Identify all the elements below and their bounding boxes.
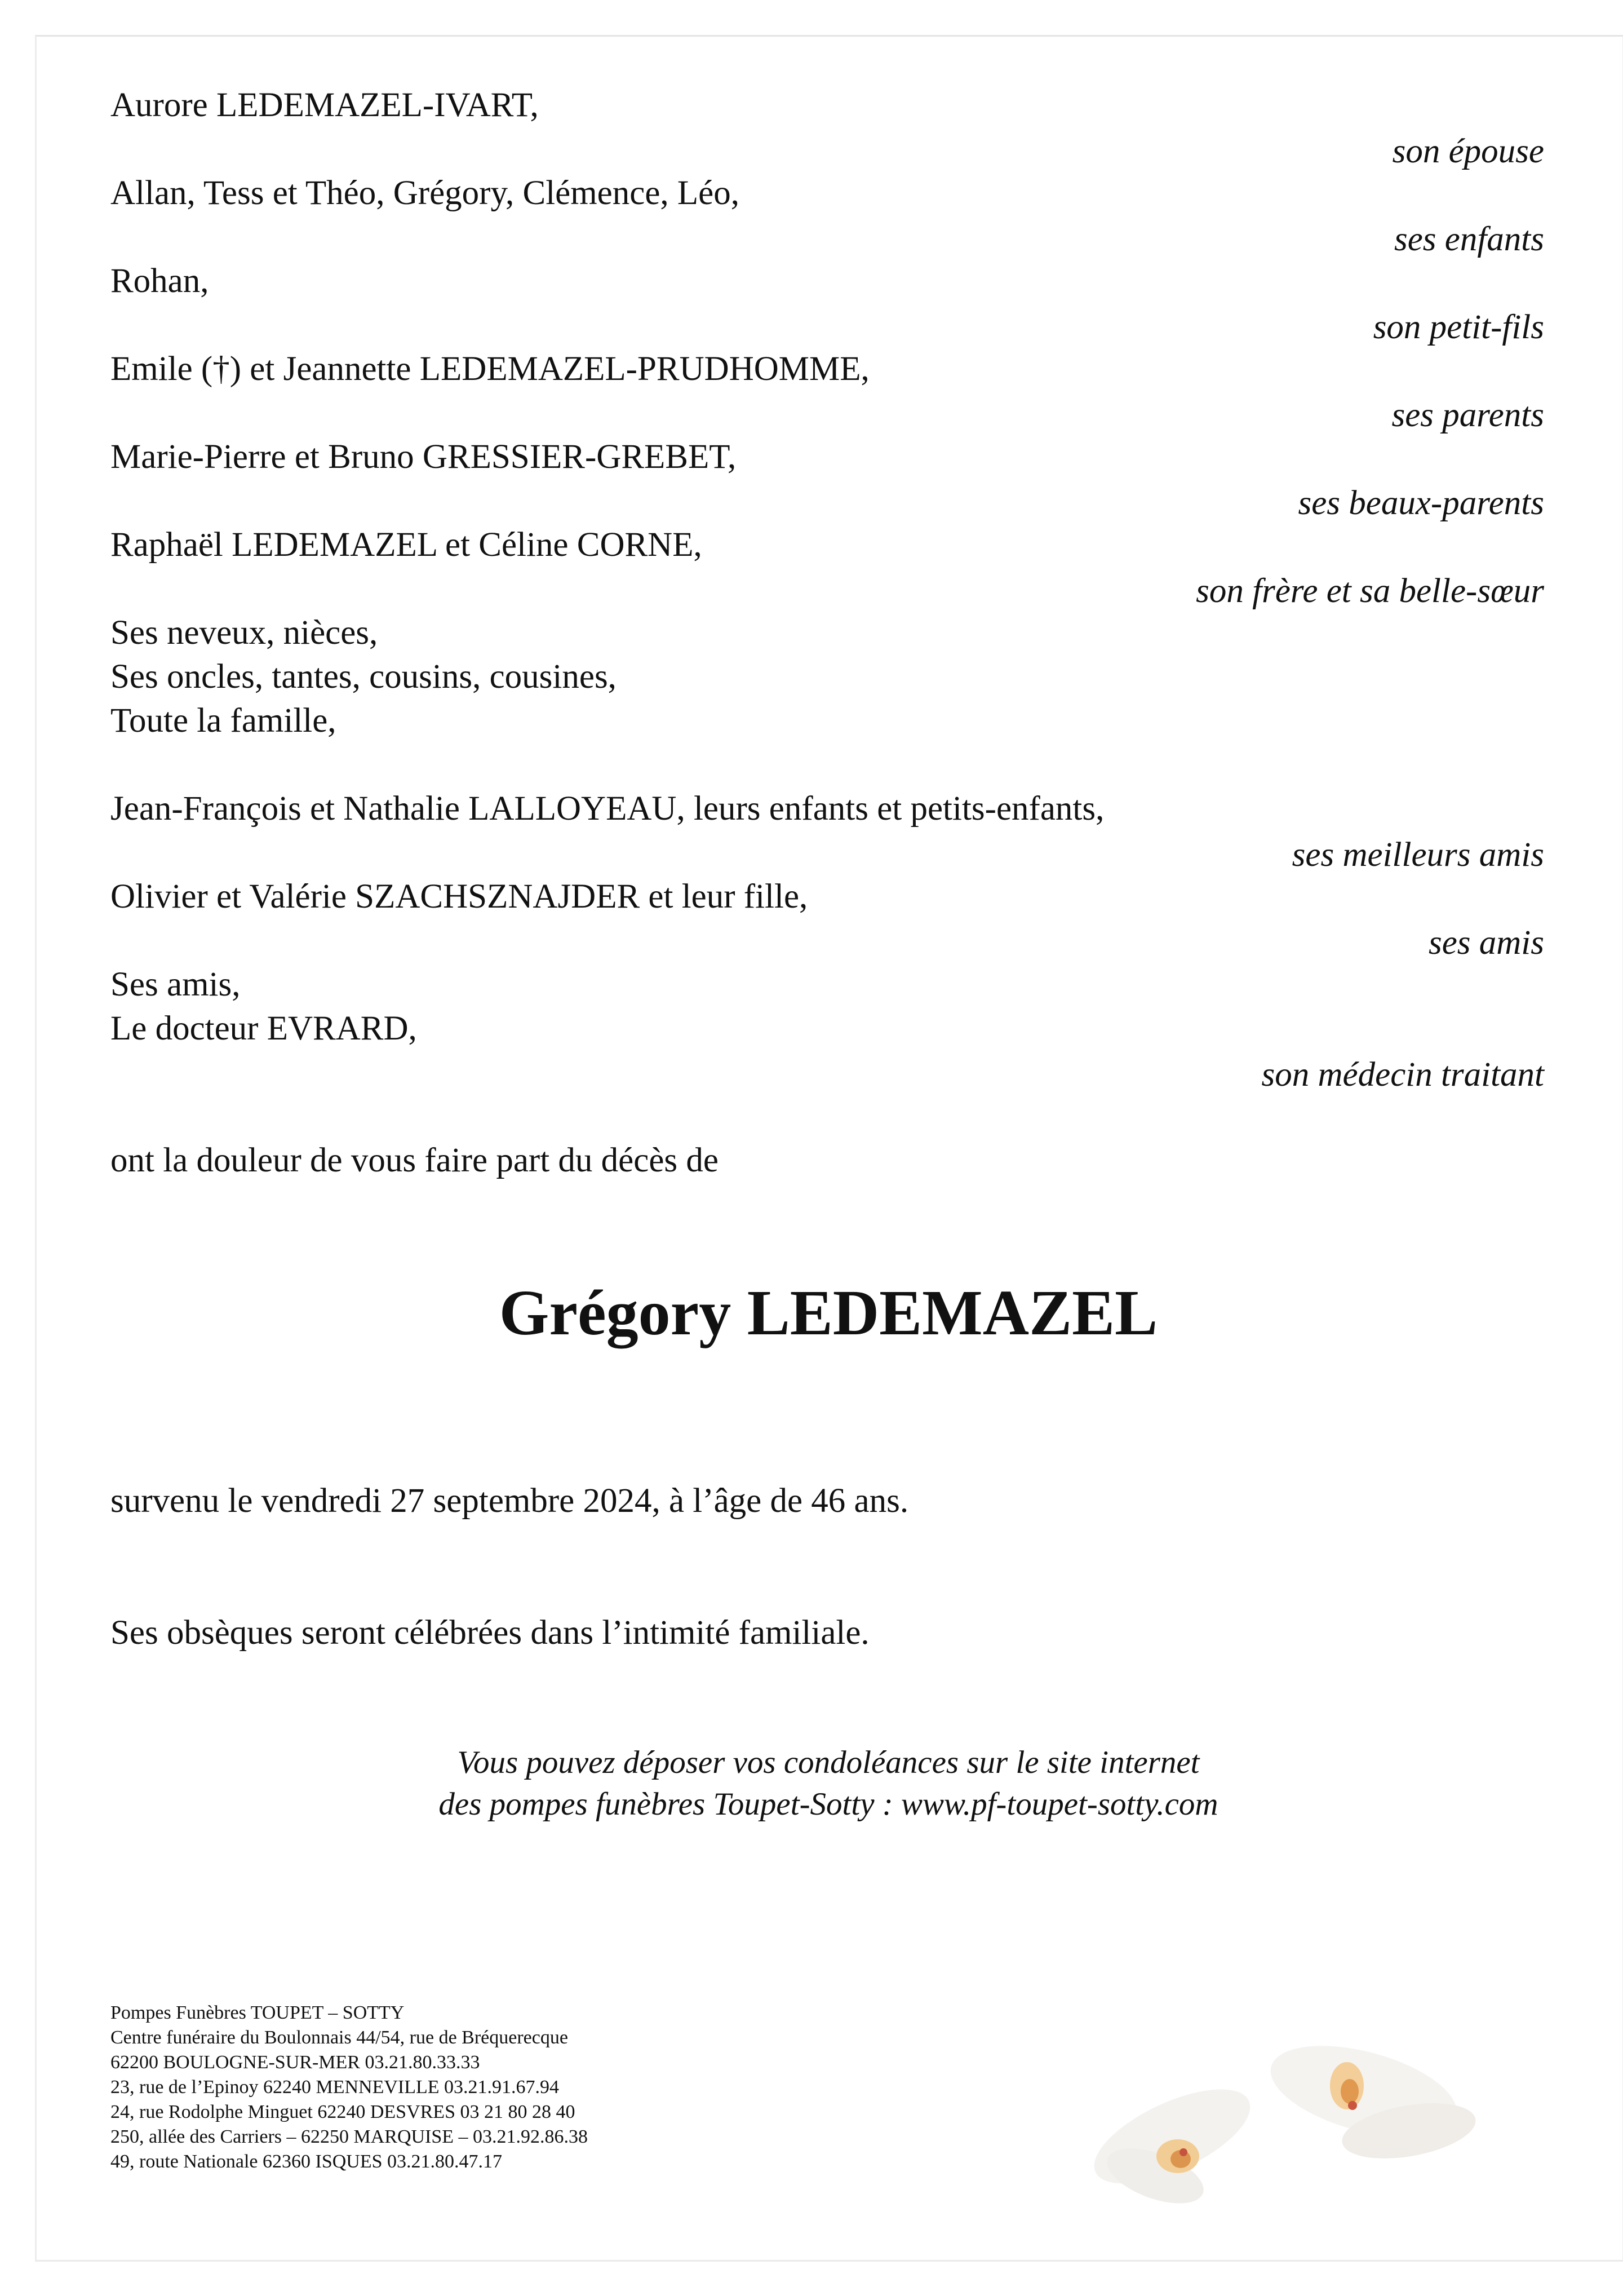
family-name-siblings: Raphaël LEDEMAZEL et Céline CORNE, [110,526,702,564]
relatives-line: Ses neveux, nièces, [110,614,378,652]
family-relation-siblings: son frère et sa belle-sœur [1196,572,1544,610]
relatives-line: Toute la famille, [110,702,336,740]
orchid-flowers-icon [1071,2007,1578,2221]
family-name-grandson: Rohan, [110,262,209,300]
friend-relation-best: ses meilleurs amis [1292,836,1544,874]
others-line: Ses amis, [110,966,241,1003]
announcement-text: ont la douleur de vous faire part du décès de [110,1142,719,1179]
family-name-spouse: Aurore LEDEMAZEL-IVART, [110,86,539,124]
family-relation-in-laws: ses beaux-parents [1298,484,1544,522]
condolences-line: Vous pouvez déposer vos condoléances sur le site internet [457,1745,1200,1780]
family-relation-children: ses enfants [1394,220,1544,258]
friend-name-best: Jean-François et Nathalie LALLOYEAU, leurs enfants et petits-enfants, [110,790,1105,828]
family-name-in-laws: Marie-Pierre et Bruno GRESSIER-GREBET, [110,438,737,476]
deceased-name: Grégory LEDEMAZEL [499,1277,1158,1348]
funeral-home-line: 250, allée des Carriers – 62250 MARQUISE – 03.21.92.86.38 [110,2126,588,2147]
condolences-line: des pompes funèbres Toupet-Sotty : www.pf-toupet-sotty.com [438,1786,1218,1822]
family-relation-spouse: son épouse [1392,132,1544,170]
funeral-home-line: 23, rue de l’Epinoy 62240 MENNEVILLE 03.21.91.67.94 [110,2077,560,2098]
family-name-parents: Emile (†) et Jeannette LEDEMAZEL-PRUDHOMME, [110,350,870,388]
death-date-text: survenu le vendredi 27 septembre 2024, à l’âge de 46 ans. [110,1482,909,1520]
funeral-home-line: 49, route Nationale 62360 ISQUES 03.21.80.47.17 [110,2151,503,2172]
funeral-text: Ses obsèques seront célébrées dans l’intimité familiale. [110,1614,870,1652]
funeral-home-line: Pompes Funèbres TOUPET – SOTTY [110,2002,405,2023]
relatives-line: Ses oncles, tantes, cousins, cousines, [110,658,617,696]
family-relation-grandson: son petit-fils [1373,308,1544,346]
funeral-home-line: 62200 BOULOGNE-SUR-MER 03.21.80.33.33 [110,2052,480,2073]
doctor-relation: son médecin traitant [1261,1056,1544,1094]
family-relation-parents: ses parents [1391,396,1544,434]
funeral-home-line: Centre funéraire du Boulonnais 44/54, rue de Bréquerecque [110,2027,568,2048]
family-name-children: Allan, Tess et Théo, Grégory, Clémence, Léo, [110,174,739,212]
friend-relation: ses amis [1428,924,1544,962]
doctor-line: Le docteur EVRARD, [110,1010,417,1047]
friend-name: Olivier et Valérie SZACHSZNAJDER et leur fille, [110,878,808,915]
funeral-home-line: 24, rue Rodolphe Minguet 62240 DESVRES 03 21 80 28 40 [110,2102,575,2122]
